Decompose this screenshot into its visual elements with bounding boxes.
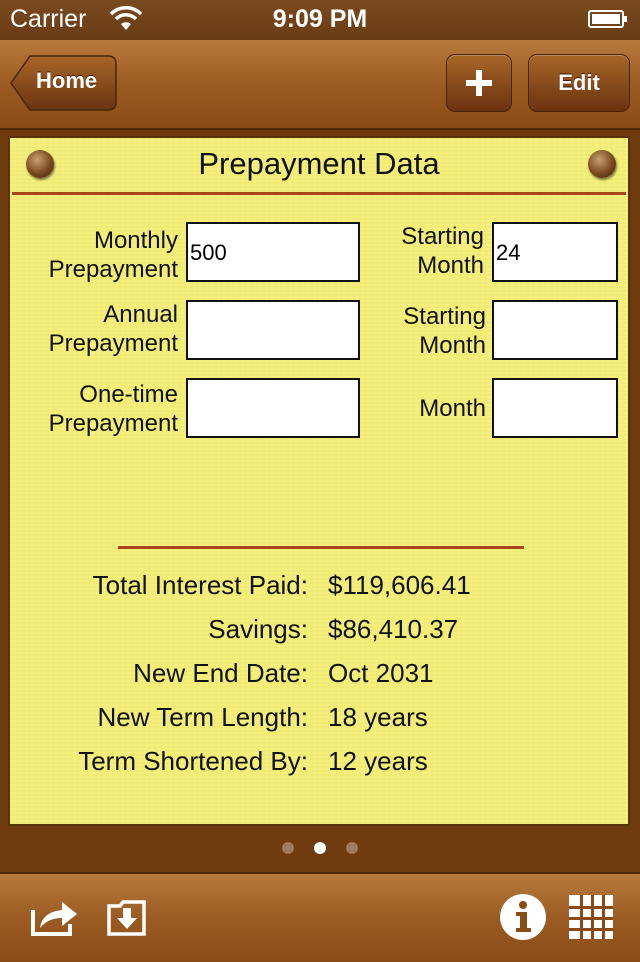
annual-prepayment-input[interactable] [186, 300, 360, 360]
savings-label: Savings: [208, 614, 308, 644]
label-line: Prepayment [48, 410, 178, 437]
monthly-prepayment-label [16, 226, 178, 284]
savings-value: $86,410.37 [328, 614, 459, 644]
carrier-label: Carrier [10, 5, 87, 33]
monthly-prepayment-input[interactable]: 500 [186, 222, 360, 282]
monthly-starting-month-input[interactable]: 24 [492, 222, 618, 282]
annual-starting-month-input[interactable] [492, 300, 618, 360]
label-line: One-time [79, 381, 178, 408]
label-line: Month [419, 332, 486, 359]
page-control[interactable] [0, 838, 640, 858]
home-button-label: Home [36, 68, 98, 93]
bottom-toolbar [0, 872, 640, 962]
term-shortened-value: 12 years [328, 746, 428, 776]
term-shortened-label: Term Shortened By: [78, 746, 308, 776]
clock: 9:09 PM [272, 5, 368, 33]
divider [118, 546, 524, 549]
share-icon[interactable] [30, 896, 80, 938]
edit-button[interactable]: Edit [528, 54, 630, 112]
battery-icon [588, 9, 628, 29]
home-back-button[interactable] [10, 54, 116, 110]
total-interest-value: $119,606.41 [328, 570, 471, 600]
annual-prepayment-label [16, 300, 178, 358]
divider [12, 192, 626, 195]
page-dot[interactable] [282, 842, 294, 854]
onetime-month-input[interactable] [492, 378, 618, 438]
label-line: Monthly [93, 227, 178, 254]
status-bar [0, 0, 640, 40]
navigation-bar [0, 40, 640, 130]
save-to-folder-icon[interactable] [106, 898, 148, 938]
label-line: Prepayment [48, 330, 178, 357]
onetime-month-label: Month [419, 395, 486, 422]
info-icon[interactable] [498, 892, 548, 942]
prepayment-panel [8, 136, 630, 826]
new-end-date-label: New End Date: [133, 658, 308, 688]
add-button[interactable] [446, 54, 512, 112]
new-end-date-value: Oct 2031 [328, 658, 434, 688]
new-term-length-label: New Term Length: [97, 702, 308, 732]
onetime-prepayment-input[interactable] [186, 378, 360, 438]
page-dot[interactable] [346, 842, 358, 854]
page-dot-active[interactable] [314, 842, 326, 854]
label-line: Starting [403, 303, 486, 330]
new-term-length-value: 18 years [328, 702, 428, 732]
annual-starting-month-label [370, 302, 486, 360]
onetime-prepayment-label [16, 380, 178, 438]
label-line: Annual [103, 301, 178, 328]
total-interest-label: Total Interest Paid: [92, 570, 308, 600]
plus-icon [465, 69, 493, 97]
label-line: Starting [401, 223, 484, 250]
grid-icon[interactable] [568, 894, 614, 940]
monthly-starting-month-label [370, 222, 484, 280]
panel-title: Prepayment Data [198, 146, 440, 181]
label-line: Prepayment [48, 256, 178, 283]
label-line: Month [417, 252, 484, 279]
